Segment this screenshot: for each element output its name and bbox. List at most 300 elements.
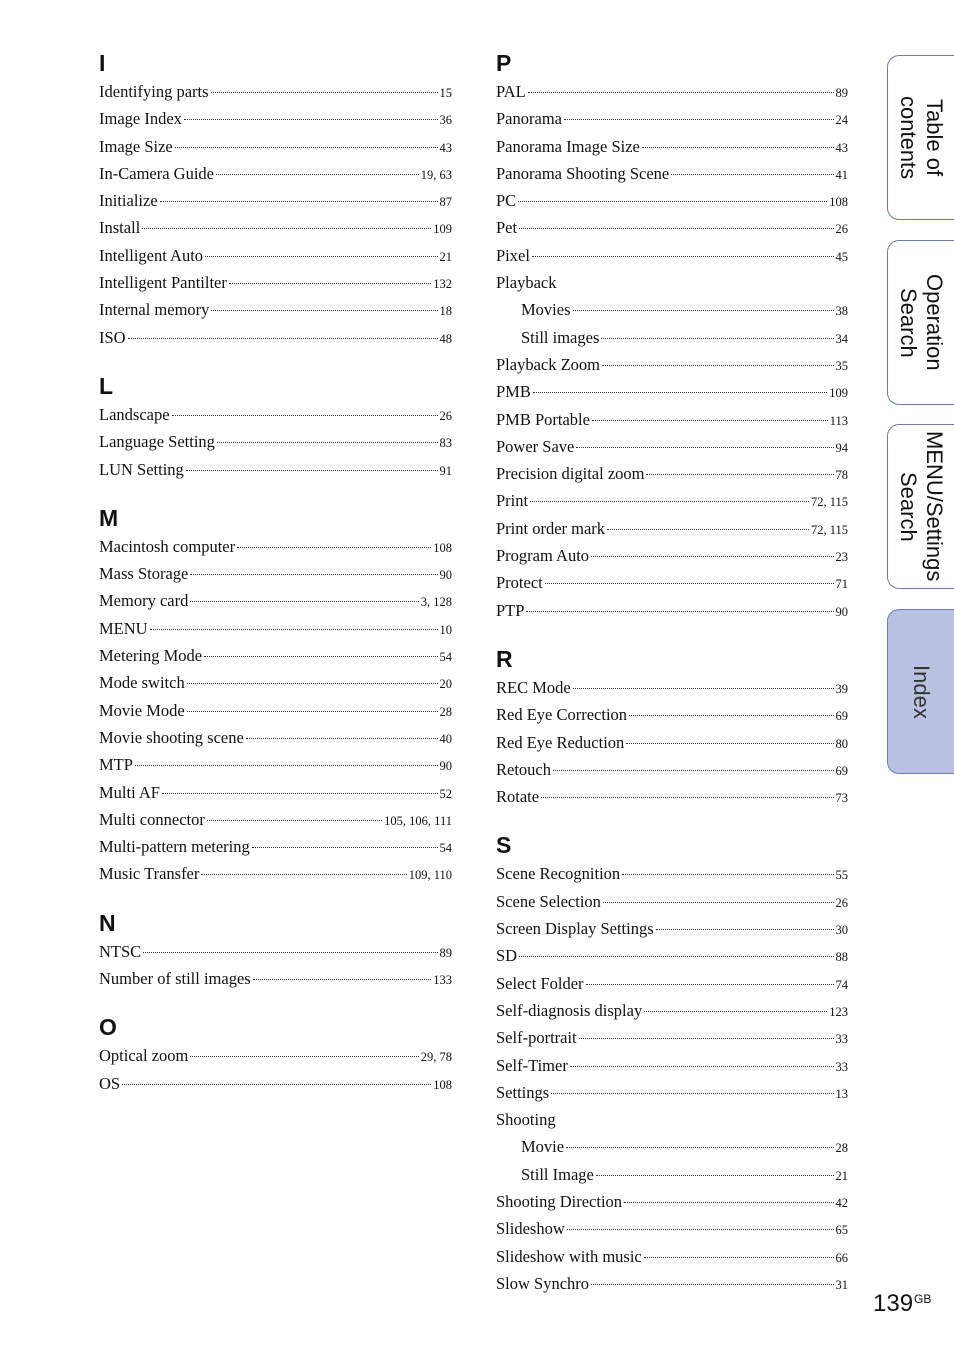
index-entry[interactable]: [496, 701, 848, 728]
dot-leader: [532, 256, 834, 257]
dot-leader: [629, 715, 833, 716]
entry-page-link[interactable]: 20: [439, 677, 452, 692]
index-entry[interactable]: [99, 160, 452, 187]
index-entry[interactable]: [99, 456, 452, 483]
entry-term: Still Image: [521, 1164, 594, 1184]
page-number: [873, 1290, 931, 1318]
index-section-r: [496, 644, 848, 810]
entry-term: Self-Timer: [496, 1055, 568, 1075]
entry-term: Slideshow with music: [496, 1246, 642, 1266]
entry-term: Red Eye Reduction: [496, 732, 625, 752]
entry-page-link[interactable]: 26: [439, 408, 452, 423]
entry-term: Playback: [496, 273, 557, 293]
entry-term: Landscape: [99, 404, 170, 424]
entry-term: Panorama Image Size: [496, 136, 640, 156]
section-letter: P: [496, 50, 512, 76]
entry-term: Pixel: [496, 245, 530, 265]
section-letter: S: [496, 832, 512, 859]
index-entry[interactable]: [99, 1042, 452, 1069]
index-entry[interactable]: [99, 428, 452, 455]
entry-page-link[interactable]: 90: [835, 604, 848, 619]
entry-term: Playback Zoom: [496, 354, 601, 374]
dot-leader: [519, 956, 833, 957]
entry-page-link[interactable]: 43: [835, 140, 848, 155]
entry-term: OS: [99, 1073, 121, 1093]
entry-term: Install: [99, 218, 141, 238]
entry-term: Intelligent Pantilter: [99, 273, 227, 293]
entry-page-link[interactable]: 34: [835, 331, 848, 346]
entry-page-link[interactable]: 39: [835, 681, 848, 696]
entry-term: Self-portrait: [496, 1028, 577, 1048]
entry-page-link[interactable]: 21: [439, 249, 452, 264]
index-entry: [496, 1106, 848, 1133]
index-entry[interactable]: [99, 724, 452, 751]
tab-label: MENU/Settings Search: [896, 431, 947, 582]
index-entry[interactable]: [496, 729, 848, 756]
entry-term: PC: [496, 191, 517, 211]
dot-leader: [591, 556, 833, 557]
entry-term: MENU: [99, 618, 148, 638]
dot-leader: [204, 656, 437, 657]
entry-page-link[interactable]: 26: [835, 895, 848, 910]
entry-term: Movie shooting scene: [99, 727, 244, 747]
dot-leader: [216, 174, 419, 175]
index-entry[interactable]: [496, 378, 848, 405]
index-entry[interactable]: [99, 587, 452, 614]
entry-page-link[interactable]: 109, 110: [408, 868, 452, 883]
entry-page-link[interactable]: 113: [829, 413, 848, 428]
index-entry[interactable]: [99, 615, 452, 642]
entry-term: NTSC: [99, 941, 142, 961]
dot-leader: [570, 1066, 834, 1067]
entry-term: Program Auto: [496, 546, 590, 566]
entry-page-link[interactable]: 80: [835, 736, 848, 751]
index-section-s: [496, 830, 848, 1297]
entry-page-link[interactable]: 109: [433, 222, 452, 237]
entry-term: Mass Storage: [99, 564, 189, 584]
dot-leader: [646, 474, 833, 475]
index-entry[interactable]: [99, 806, 452, 833]
entry-page-link[interactable]: 28: [835, 1141, 848, 1156]
entry-term: Mode switch: [99, 673, 185, 693]
entry-page-link[interactable]: 48: [439, 331, 452, 346]
index-entry[interactable]: [496, 133, 848, 160]
entry-term: Image Index: [99, 109, 182, 129]
entry-page-link[interactable]: 24: [835, 113, 848, 128]
entry-page-link[interactable]: 45: [835, 249, 848, 264]
index-entry[interactable]: [496, 1052, 848, 1079]
index-entry[interactable]: [496, 542, 848, 569]
dot-leader: [160, 201, 438, 202]
index-entry[interactable]: [496, 433, 848, 460]
section-letter: N: [99, 909, 116, 936]
index-section-n: [99, 908, 452, 993]
section-letter: O: [99, 1014, 117, 1041]
dot-leader: [602, 365, 833, 366]
entry-page-link[interactable]: 72, 115: [810, 522, 848, 537]
dot-leader: [122, 1084, 431, 1085]
entry-page-link[interactable]: 105, 106, 111: [384, 813, 452, 828]
dot-leader: [187, 683, 438, 684]
entry-page-link[interactable]: 54: [439, 841, 452, 856]
index-entry[interactable]: [496, 296, 848, 323]
entry-term: ISO: [99, 327, 126, 347]
dot-leader: [518, 201, 827, 202]
entry-page-link[interactable]: 21: [835, 1168, 848, 1183]
dot-leader: [184, 119, 438, 120]
dot-leader: [624, 1202, 833, 1203]
entry-page-link[interactable]: 69: [835, 709, 848, 724]
index-entry[interactable]: [496, 1188, 848, 1215]
dot-leader: [564, 119, 834, 120]
dot-leader: [644, 1257, 834, 1258]
entry-page-link[interactable]: 23: [835, 550, 848, 565]
index-entry[interactable]: [99, 965, 452, 992]
entry-page-link[interactable]: 13: [835, 1086, 848, 1101]
tab-label: Operation Search: [896, 274, 947, 371]
index-entry[interactable]: [496, 1215, 848, 1242]
entry-term: MTP: [99, 755, 133, 775]
index-column-left: [99, 48, 452, 1117]
entry-page-link[interactable]: 42: [835, 1195, 848, 1210]
entry-term: Protect: [496, 573, 543, 593]
section-letter: L: [99, 372, 114, 399]
entry-term: Screen Display Settings: [496, 919, 654, 939]
dot-leader: [190, 1056, 418, 1057]
entry-page-link[interactable]: 10: [439, 622, 452, 637]
tab-operation-search[interactable]: [887, 240, 954, 405]
entry-page-link[interactable]: 83: [439, 436, 452, 451]
index-entry[interactable]: [496, 78, 848, 105]
dot-leader: [644, 1011, 827, 1012]
entry-term: Still images: [521, 327, 600, 347]
entry-page-link[interactable]: 89: [835, 86, 848, 100]
dot-leader: [591, 1284, 833, 1285]
entry-page-link[interactable]: 89: [439, 945, 452, 960]
index-entry[interactable]: [496, 324, 848, 351]
index-section-p: [496, 48, 848, 624]
index-entry[interactable]: [99, 296, 452, 323]
tab-index[interactable]: [887, 609, 954, 774]
entry-term: Panorama: [496, 109, 562, 129]
dot-leader: [596, 1175, 834, 1176]
entry-term: Music Transfer: [99, 864, 200, 884]
index-entry[interactable]: [99, 1070, 452, 1097]
entry-page-link[interactable]: 123: [829, 1004, 848, 1019]
dot-leader: [528, 92, 834, 93]
entry-page-link[interactable]: 108: [433, 540, 452, 555]
index-entry[interactable]: [99, 324, 452, 351]
entry-term: Memory card: [99, 591, 189, 611]
entry-page-link[interactable]: 78: [835, 468, 848, 483]
entry-term: Multi connector: [99, 809, 205, 829]
dot-leader: [143, 952, 437, 953]
entry-page-link[interactable]: 108: [829, 195, 848, 210]
dot-leader: [622, 874, 833, 875]
entry-page-link[interactable]: 38: [835, 304, 848, 319]
index-entry[interactable]: [496, 597, 848, 624]
entry-term: Image Size: [99, 136, 173, 156]
index-entry[interactable]: [496, 460, 848, 487]
index-entry[interactable]: [99, 751, 452, 778]
dot-leader: [187, 711, 438, 712]
entry-page-link[interactable]: 19, 63: [420, 167, 452, 182]
entry-term: Retouch: [496, 759, 551, 779]
entry-term: Shooting: [496, 1110, 556, 1130]
index-entry[interactable]: [496, 1270, 848, 1297]
entry-page-link[interactable]: 36: [439, 113, 452, 128]
entry-page-link[interactable]: 91: [439, 463, 452, 478]
dot-leader: [162, 793, 438, 794]
index-entry[interactable]: [99, 833, 452, 860]
dot-leader: [607, 529, 809, 530]
entry-page-link[interactable]: 69: [835, 763, 848, 778]
entry-term: Self-diagnosis display: [496, 1000, 643, 1020]
section-letter: R: [496, 645, 513, 672]
dot-leader: [533, 392, 827, 393]
index-entry[interactable]: [496, 1133, 848, 1160]
index-entry[interactable]: [99, 533, 452, 560]
index-entry[interactable]: [99, 242, 452, 269]
entry-term: Language Setting: [99, 432, 215, 452]
entry-page-link[interactable]: 71: [835, 577, 848, 592]
entry-term: Slow Synchro: [496, 1273, 590, 1293]
dot-leader: [172, 415, 438, 416]
dot-leader: [246, 738, 438, 739]
index-entry[interactable]: [496, 214, 848, 241]
entry-page-link[interactable]: 66: [835, 1250, 848, 1265]
index-section-m: [99, 503, 452, 888]
index-entry[interactable]: [496, 515, 848, 542]
tab-label: Table of contents: [896, 95, 947, 180]
index-entry[interactable]: [496, 783, 848, 810]
entry-page-link[interactable]: 28: [439, 704, 452, 719]
dot-leader: [150, 629, 438, 630]
dot-leader: [586, 984, 834, 985]
entry-page-link[interactable]: 31: [835, 1277, 848, 1292]
entry-term: Print: [496, 491, 529, 511]
entry-page-link[interactable]: 65: [835, 1223, 848, 1238]
index-entry[interactable]: [99, 669, 452, 696]
index-entry[interactable]: [99, 938, 452, 965]
entry-page-link[interactable]: 72, 115: [810, 495, 848, 510]
entry-term: Panorama Shooting Scene: [496, 163, 670, 183]
entry-term: Settings: [496, 1082, 550, 1102]
index-entry[interactable]: [496, 351, 848, 378]
entry-term: Multi AF: [99, 782, 160, 802]
entry-page-link[interactable]: 54: [439, 650, 452, 665]
entry-term: Select Folder: [496, 973, 584, 993]
entry-page-link[interactable]: 133: [433, 973, 452, 988]
entry-page-link[interactable]: 29, 78: [420, 1050, 452, 1065]
index-entry[interactable]: [496, 242, 848, 269]
entry-page-link[interactable]: 90: [439, 759, 452, 774]
index-entry[interactable]: [496, 756, 848, 783]
entry-page-link[interactable]: 132: [433, 277, 452, 292]
entry-page-link[interactable]: 74: [835, 977, 848, 992]
index-entry[interactable]: [99, 105, 452, 132]
index-entry[interactable]: [496, 487, 848, 514]
dot-leader: [253, 979, 432, 980]
index-entry[interactable]: [99, 860, 452, 887]
entry-term: Identifying parts: [99, 82, 209, 101]
index-entry[interactable]: [99, 401, 452, 428]
dot-leader: [217, 442, 438, 443]
entry-page-link[interactable]: 3, 128: [420, 595, 452, 610]
entry-page-link[interactable]: 108: [433, 1077, 452, 1092]
dot-leader: [190, 574, 437, 575]
index-entry[interactable]: [496, 942, 848, 969]
dot-leader: [252, 847, 438, 848]
dot-leader: [526, 611, 833, 612]
entry-term: Number of still images: [99, 969, 251, 989]
entry-page-link[interactable]: 73: [835, 791, 848, 806]
index-entry[interactable]: [496, 997, 848, 1024]
entry-term: In-Camera Guide: [99, 163, 214, 183]
index-entry[interactable]: [99, 187, 452, 214]
dot-leader: [567, 1229, 834, 1230]
section-letter: M: [99, 504, 119, 531]
dot-leader: [201, 874, 406, 875]
dot-leader: [671, 174, 833, 175]
entry-term: Slideshow: [496, 1219, 565, 1239]
index-entry[interactable]: [99, 560, 452, 587]
entry-term: Scene Recognition: [496, 864, 621, 884]
entry-term: Initialize: [99, 191, 158, 211]
index-section-l: [99, 371, 452, 483]
dot-leader: [205, 256, 437, 257]
index-entry[interactable]: [99, 697, 452, 724]
entry-term: Rotate: [496, 787, 540, 807]
dot-leader: [603, 902, 834, 903]
dot-leader: [519, 228, 833, 229]
entry-page-link[interactable]: 30: [835, 923, 848, 938]
index-entry[interactable]: [496, 860, 848, 887]
entry-term: Print order mark: [496, 518, 606, 538]
entry-page-link[interactable]: 33: [835, 1032, 848, 1047]
entry-page-link[interactable]: 26: [835, 222, 848, 237]
dot-leader: [576, 447, 833, 448]
dot-leader: [642, 147, 834, 148]
entry-page-link[interactable]: 94: [835, 440, 848, 455]
entry-term: SD: [496, 946, 518, 966]
entry-term: Scene Selection: [496, 891, 601, 911]
dot-leader: [553, 770, 834, 771]
index-entry[interactable]: [496, 1024, 848, 1051]
dot-leader: [530, 501, 809, 502]
dot-leader: [545, 583, 834, 584]
entry-page-link[interactable]: 33: [835, 1059, 848, 1074]
dot-leader: [190, 601, 418, 602]
dot-leader: [573, 310, 834, 311]
dot-leader: [211, 92, 438, 93]
entry-term: Metering Mode: [99, 646, 203, 666]
entry-term: Precision digital zoom: [496, 464, 645, 484]
index-entry[interactable]: [496, 888, 848, 915]
index-section-o: [99, 1012, 452, 1097]
index-entry[interactable]: [496, 970, 848, 997]
entry-term: Shooting Direction: [496, 1191, 623, 1211]
entry-page-link[interactable]: 40: [439, 731, 452, 746]
index-entry[interactable]: [496, 187, 848, 214]
index-entry[interactable]: [496, 569, 848, 596]
index-entry[interactable]: [99, 642, 452, 669]
dot-leader: [186, 470, 438, 471]
entry-term: REC Mode: [496, 677, 571, 697]
index-entry[interactable]: [496, 1243, 848, 1270]
entry-term: PMB: [496, 382, 531, 402]
entry-page-link[interactable]: 41: [835, 167, 848, 182]
index-entry[interactable]: [496, 105, 848, 132]
entry-page-link[interactable]: 87: [439, 195, 452, 210]
dot-leader: [601, 338, 833, 339]
dot-leader: [592, 420, 828, 421]
section-letter: I: [99, 50, 106, 76]
entry-page-link[interactable]: 90: [439, 568, 452, 583]
index-entry[interactable]: [99, 269, 452, 296]
entry-term: Red Eye Correction: [496, 705, 628, 725]
entry-term: Internal memory: [99, 300, 210, 320]
entry-term: Intelligent Auto: [99, 245, 204, 265]
tab-table-of-contents[interactable]: [887, 55, 954, 220]
entry-page-link[interactable]: 15: [439, 86, 452, 100]
entry-term: LUN Setting: [99, 459, 184, 479]
index-entry[interactable]: [99, 133, 452, 160]
dot-leader: [207, 820, 382, 821]
dot-leader: [541, 797, 833, 798]
entry-page-link[interactable]: 88: [835, 950, 848, 965]
page-number-suffix: GB: [914, 1292, 932, 1306]
index-entry[interactable]: [496, 674, 848, 701]
index-section-i: [99, 48, 452, 351]
entry-term: Movie Mode: [99, 700, 185, 720]
index-column-right: [496, 48, 848, 1317]
tab-label: Index: [909, 664, 934, 719]
entry-page-link[interactable]: 55: [835, 868, 848, 883]
index-entry[interactable]: [496, 406, 848, 433]
entry-term: Pet: [496, 218, 518, 238]
index-entry[interactable]: [496, 1161, 848, 1188]
index-entry[interactable]: [99, 214, 452, 241]
tab-menu-settings-search[interactable]: [887, 424, 954, 589]
entry-page-link[interactable]: 52: [439, 786, 452, 801]
index-entry[interactable]: [496, 160, 848, 187]
dot-leader: [566, 1147, 833, 1148]
entry-page-link[interactable]: 43: [439, 140, 452, 155]
dot-leader: [142, 228, 431, 229]
entry-term: Power Save: [496, 436, 575, 456]
dot-leader: [229, 283, 431, 284]
dot-leader: [551, 1093, 833, 1094]
dot-leader: [573, 688, 834, 689]
dot-leader: [656, 929, 834, 930]
entry-term: PAL: [496, 82, 526, 101]
index-entry[interactable]: [496, 915, 848, 942]
entry-term: Optical zoom: [99, 1046, 189, 1066]
entry-term: PTP: [496, 600, 525, 620]
dot-leader: [128, 338, 438, 339]
entry-page-link[interactable]: 35: [835, 358, 848, 373]
index-entry[interactable]: [99, 78, 452, 105]
entry-term: PMB Portable: [496, 409, 590, 429]
entry-page-link[interactable]: 18: [439, 304, 452, 319]
index-entry[interactable]: [496, 1079, 848, 1106]
dot-leader: [175, 147, 438, 148]
index-entry[interactable]: [99, 779, 452, 806]
entry-term: Movie: [521, 1137, 565, 1157]
dot-leader: [211, 310, 437, 311]
entry-page-link[interactable]: 109: [829, 386, 848, 401]
